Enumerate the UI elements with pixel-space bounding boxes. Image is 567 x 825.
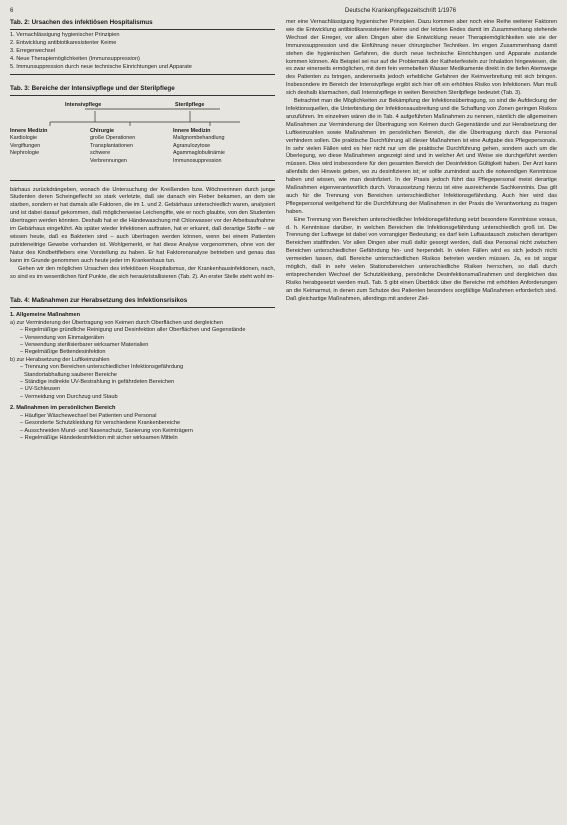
table-3-body [10,98,275,178]
table-2-item: 2. Entwicklung antibiotikaresistenter Keime [10,39,117,46]
table-4-line: – UV-Schleusen [20,386,61,393]
table-2 [10,19,275,75]
table-3-cell: Agranulozytose [173,142,211,149]
table-4-line: – Verwendung von Einmalgeräten [20,334,104,341]
table-4-line: – Vermeidung von Durchzug und Staub [20,393,118,400]
table-2-item: 5. Immunsuppression durch neue technische Einrichtungen und Apparate [10,63,192,70]
table-3-col-1 [10,128,47,158]
table-3-cell: Kardiologie [10,135,37,142]
table-3-col-head: Innere Medizin [173,127,211,134]
table-4-title: Tab. 4: Maßnahmen zur Herabsetzung des Infektionsrisikos [10,297,188,305]
right-column [286,19,557,304]
left-column [10,19,275,442]
table-4-line: Standortabhaltung sauberer Bereiche [24,371,117,378]
table-3-cell: Immunosuppression [173,157,222,164]
paragraph: Betrachtet man die Möglichkeiten zur Bekämpfung der Infektionsübertragung, so sind die Aufdeckung der Infektionsquellen, die Unterbindung der Infektionsausbreitung und die Schaffung von Zonen geringen Risikos anzuführen. Im einzelnen wären die in Tab. 4 aufgeführten Maßnahmen zu nennen, nämlich die allgemeinen Maßnahmen zur Verminderung der Übertragung von Keimen durch Gegenstände und zur Herabsetzung der Luftkeimzahlen sowie Maßnahmen im persönlichen Bereich, die die Übertragung durch das Personal verhindern sollen. Die praktische Durchführung all dieser Maßnahmen ist eine Aufgabe des Pflegepersonals. In sehr vielen Fällen wird es hier nicht nur um die praktische Durchführung gehen, sondern auch um die Überlegung, wo diese Maßnahmen angezeigt sind und in welcher Art und Weise sie durchgeführt werden müssen. Dies wird insbesondere für den gesamten Bereich der Desinfektion Gültigkeit haben. Der Arzt kann allenfalls den Hinweis geben, wo zu desinfizieren ist; er sollte zumindest auch die notwendigen Kenntnisse haben und wissen, wie man desinfiziert. In der Praxis jedoch führt das Pflegepersonal meist derartige Maßnahmen eigenverantwortlich durch. Voraussetzung hierzu ist eine ausreichende Sachkenntnis. Das gilt auch für die Trennung von Bereichen unterschiedlicher Infektionsgefährdung. Auch hier wird das Pflegepersonal weitgehend für die Durchführung der Maßnahmen in der Praxis die Verantwortung zu tragen haben. [286,98,557,215]
table-4-line: – Gesonderte Schutzkleidung für verschiedene Krankenbereiche [20,420,181,427]
table-3-cell: Agammaglobulinämie [173,150,225,157]
table-4-line: – Regelmäßige gründliche Reinigung und Desinfektion aller Oberflächen und Gegenstände [20,327,246,334]
table-3-cell: Malignombehandlung [173,135,225,142]
table-2-item: 4. Neue Therapiemöglichkeiten (Immunsuppression) [10,55,140,62]
table-3-col-2 [90,128,135,166]
table-3-cell: Transplantationen [90,142,133,149]
table-4-line: b) zur Herabsetzung der Luftkeimzahlen [10,356,110,363]
table-4 [10,297,275,442]
table-4-line: a) zur Verminderung der Übertragung von Keimen durch Oberflächen und dergleichen [10,319,223,326]
table-3-cell: Verbrennungen [90,157,127,164]
left-body-text [10,187,275,282]
table-3 [10,85,275,181]
table-3-connector-lines [10,98,275,178]
table-3-cell: große Operationen [90,135,136,142]
table-3-title: Tab. 3: Bereiche der Intensivpflege und der Sterilpflege [10,84,175,92]
table-4-body [10,312,275,442]
table-3-header-steril: Sterilpflege [175,101,205,108]
paragraph: Gehen wir den möglichen Ursachen des infektiösen Hospitalismus, der Krankenhausinfektionen, nach, so sind es im wesentlichen fünf Punkte, die sich heraukristallisieren (Tab. 2). An erster Stelle steht wohl im- [10,265,275,280]
table-3-cell: Vergiftungen [10,142,41,149]
table-3-col-head: Innere Medizin [10,127,48,134]
table-4-section-head: 1. Allgemeine Maßnahmen [10,312,81,319]
table-4-line: – Ständige indirekte UV-Bestrahlung in gefährdeten Bereichen [20,379,175,386]
paragraph: mer eine Vernachlässigung hygienischer Prinzipien. Dazu kommen aber noch eine Reihe weiterer Faktoren wie die Entwicklung antibiotikaresistenter Keime und der letzten Endes damit im Zusammenhang stehende Wechsel der Erreger, vor allen Dingen aber die Entwicklung neuer Therapiemöglichkeiten wie sie der Immunosuppression und die Einführung neuer chirurgischer Techniken. Im engen Zusammenhang damit stehen die hygienischen Gefahren, die durch neue technische Einrichtungen und Apparate zustande kommen können. Als Beispiel sei nur auf die Problematik der Katheterfesteln zur Inhalation hingewiesen, die es zwar einerseits ermöglichen, mit dem fein vernebelten Wasser Medikamente direkt in die tiefen Atemwege des Patienten zu bringen, andererseits jedoch erhebliche Gefahren der Keimverbreitung mit sich bringen. Insbesondere im Bereich der Intensivpflege ergibt sich hier oft ein erhöhtes Risiko von Infektionen. Man muß sich deshalb klarmachen, daß Intensivpflege in weiten Bereichen Sterilpflege bedeutet (Tab. 3). [286,19,557,97]
page-number: 6 [10,8,14,14]
table-3-col-head: Chirurgie [90,127,114,134]
table-4-line: – Trennung von Bereichen unterschiedlicher Infektionsgefährdung [20,364,184,371]
table-3-col-3 [173,128,225,166]
table-3-header-intensiv: Intensivpflege [65,101,102,108]
table-4-line: – Regelmäßige Bettendesinfektion [20,349,106,356]
paragraph: Eine Trennung von Bereichen unterschiedlicher Infektionsgefährdung setzt besondere Kenntnisse voraus, d. h. Kenntnisse darüber, in welchen Bereichen die Infektionsgefährdung unterschiedlich groß ist. Die Trennung der Luftwege ist dabei von vorrangiger Bedeutung; es darf kein Luftaustausch zwischen derartigen Bereichen stattfinden. Vor allen Dingen aber muß dafür gesorgt werden, daß das Personal nicht zwischen Bereichen unterschiedlicher Gefährdung hin- und herpendelt. In vielen Fällen wird es sich jedoch nicht vermeiden lassen, daß Bereiche unterschiedlichen Risikos betreten werden müssen. Ja, es ist sogar möglich, daß in sehr vielen Stationsbereichen unterschiedliche Risiken herrschen, so daß durch entsprechenden Wechsel der Schutzkleidung, persönliche Desinfektionsmaßnahmen und dergleichen das Risiko herabgesetzt werden muß. Tab. 5 gibt einen Überblick über die Bereiche mit erhöhten Anforderungen an die Keimarmut, in denen zum Schutze des Patienten besonders sorgfältige Maßnahmen erforderlich sind. Daß gleichartige Maßnahmen, allerdings mit anderer Ziel- [286,216,557,302]
journal-header: Deutsche Krankenpflegezeitschrift 1/1976 [345,8,457,14]
table-4-section-head: 2. Maßnahmen im persönlichen Bereich [10,405,116,412]
paragraph: bärhaus zurückdrängeben, wonach die Untersuchung der Kreißenden bzw. Wöchnerinnen durch junge Studenten deren Scheingeflecht so stark verletzte, daß sie danach ein Fieber bekamen, an dem sie starben, sondern er hat damals alle Faktoren, die im 1. und 2. Gebärhaus unterschiedlich waren, analysiert und ist dabei darauf gekommen, daß möglicherweise Leichengifte, wie er noch glaubte, von den Studenten übertragen werden könnten. Deshalb hat er die Händewaschung mit Chlorwasser vor der Arbeitsaufnahme im Gebärhaus eingeführt. Als später wieder Infektionen auftraten, hat er erkannt, daß derartige Stoffe – wir wissen heute, daß es Bakterien sind – auch übertragen werden können, wenn bei einem Patienten putrideneitrige Gewebe vorhanden ist. Wohlgemerkt, er hat diese Analyse vorgenommen, ohne von der Natur des Kindbettfiebers eine Vorstellung zu haben. Er hat Faktorenanalyse betrieben und genau das kann im Grunde genommen auch heute jeder im Krankenhaus tun. [10,186,275,264]
table-4-line: – Ausschneiden Mund- und Nasenschutz, Sanierung von Keimträgern [20,427,193,434]
table-2-items [10,32,275,72]
table-4-line: – Verwendung sterilisierbarer wirksamer Materialien [20,342,149,349]
table-3-cell: schwere [90,150,111,157]
table-4-line: – Häufiger Wäschewechsel bei Patienten und Personal [20,412,157,419]
table-2-item: 3. Erregerwechsel [10,47,56,54]
table-2-item: 1. Vernachlässigung hygienischer Prinzipien [10,32,120,38]
table-2-title: Tab. 2: Ursachen des infektiösen Hospitalismus [10,19,153,26]
table-4-line: – Regelmäßige Händedesinfektion mit sicher wirksamen Mitteln [20,434,178,441]
table-3-cell: Nephrologie [10,150,40,157]
